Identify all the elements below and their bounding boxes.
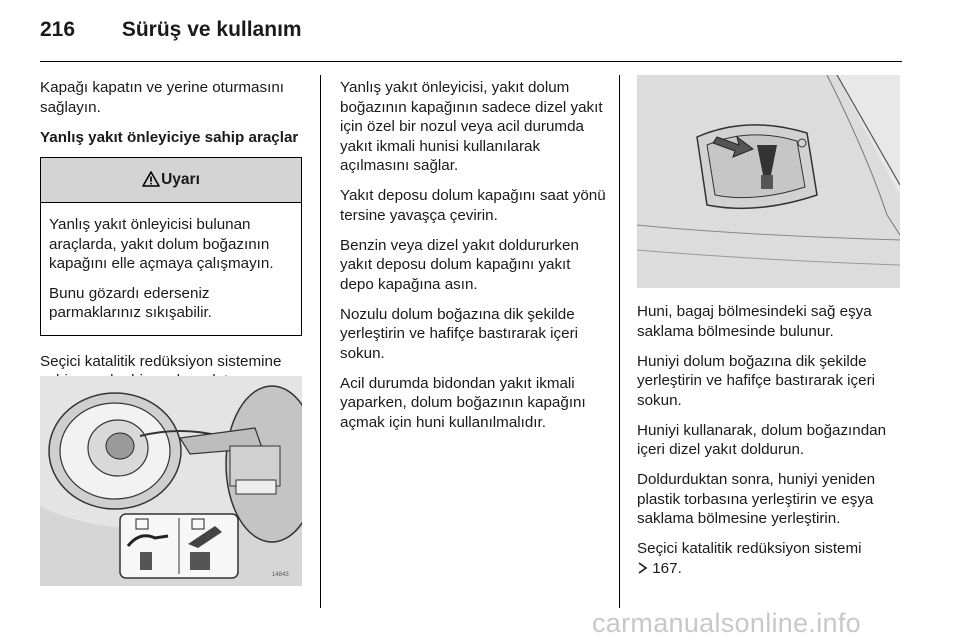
luggage-compartment-figure	[637, 75, 900, 288]
warning-box	[40, 157, 302, 336]
page-reference-arrow-icon	[637, 559, 648, 579]
right-paragraph-3: Huniyi kullanarak, dolum boğazından içeri dizel yakıt doldurun.	[637, 421, 887, 458]
mid-paragraph-1: Yanlış yakıt önleyicisi, yakıt dolum boğazının kapağının sadece dizel yakıt için özel bir nozul veya acil durumda yakıt ikmali hunisi kullanılarak açılmasını sağlar.	[340, 79, 603, 174]
page-title: Sürüş ve kullanım	[121, 18, 302, 41]
middle-column	[340, 78, 608, 443]
column-divider-right	[619, 75, 620, 608]
scr-reference-text: Seçici katalitik redüksiyon sistemi	[637, 540, 862, 557]
warning-header	[41, 158, 301, 203]
right-paragraph-4: Doldurduktan sonra, huniyi yeniden plastik torbasına yerleştirin ve eşya saklama bölmesine yerleştirin.	[637, 471, 876, 527]
warning-triangle-icon	[142, 171, 160, 187]
subheading: Yanlış yakıt önleyiciye sahip araçlar	[40, 128, 299, 146]
fuel-filler-figure	[40, 376, 302, 586]
right-paragraph-2: Huniyi dolum boğazına dik şekilde yerleştirin ve hafifçe bastırarak içeri sokun.	[637, 352, 876, 409]
right-paragraph-5	[637, 539, 905, 578]
header-rule	[40, 61, 902, 62]
page-header	[40, 18, 302, 42]
right-column	[637, 302, 905, 578]
mid-paragraph-2: Yakıt deposu dolum kapağını saat yönü tersine yavaşça çevirin.	[340, 187, 606, 224]
watermark: carmanualsonline.info	[592, 608, 861, 638]
scr-text: Seçici katalitik redüksiyon sistemine	[40, 352, 282, 370]
fuel-filler-illustration	[40, 376, 302, 586]
luggage-compartment-illustration	[637, 75, 900, 288]
figure-code: 14843	[272, 572, 289, 578]
mid-paragraph-3: Benzin veya dizel yakıt doldururken yakıt deposu dolum kapağını yakıt depo kapağına asın.	[340, 236, 579, 293]
page-number: 216	[40, 18, 76, 41]
warning-body	[41, 203, 301, 335]
warning-title: Uyarı	[161, 171, 200, 188]
intro-text: Kapağı kapatın ve yerine oturmasını sağlayın.	[40, 79, 284, 116]
mid-paragraph-5: Acil durumda bidondan yakıt ikmali yaparken, dolum boğazının kapağını açmak için huni kullanılmalıdır.	[340, 374, 586, 431]
warning-text-1: Yanlış yakıt önleyicisi bulunan araçlarda, yakıt dolum boğazının kapağını elle açmaya çalışmayın.	[49, 216, 274, 272]
warning-text-2: Bunu gözardı ederseniz parmaklarınız sıkışabilir.	[49, 284, 212, 321]
column-divider-left	[320, 75, 321, 608]
right-paragraph-1: Huni, bagaj bölmesindeki sağ eşya saklama bölmesinde bulunur.	[637, 303, 872, 340]
left-column	[40, 78, 302, 421]
page-reference-link[interactable]: 167.	[652, 559, 682, 577]
mid-paragraph-4: Nozulu dolum boğazına dik şekilde yerleştirin ve hafifçe bastırarak içeri sokun.	[340, 305, 579, 362]
